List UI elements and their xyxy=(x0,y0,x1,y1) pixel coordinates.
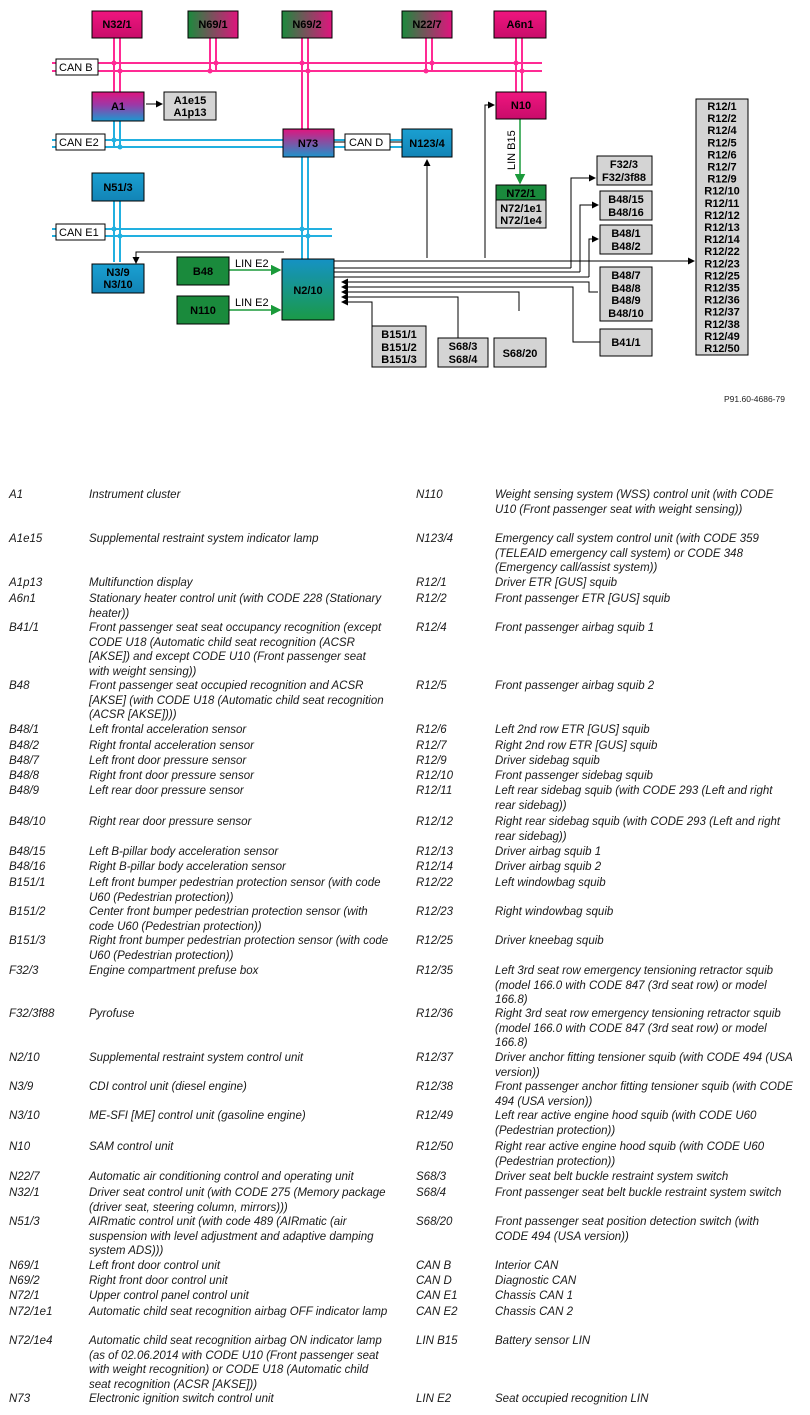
box-n51-3: N51/3 xyxy=(103,182,133,194)
legend-description: Pyrofuse xyxy=(89,1008,135,1020)
legend-code: A1e15 xyxy=(9,533,43,545)
legend-code: S68/3 xyxy=(416,1171,447,1183)
r12-list xyxy=(704,101,740,355)
legend-description: Interior CAN xyxy=(495,1260,559,1272)
legend-description: Front passenger ETR [GUS] squib xyxy=(495,593,671,605)
lin-b15-label: LIN B15 xyxy=(506,130,518,170)
box-b48-9: B48/9 xyxy=(611,295,641,307)
r12-item: R12/13 xyxy=(704,222,740,234)
box-a1: A1 xyxy=(110,101,126,113)
legend-description: ME-SFI [ME] control unit (gasoline engine) xyxy=(89,1110,306,1122)
legend-code: B48/2 xyxy=(9,740,40,752)
legend-description: Right front door control unit xyxy=(89,1275,228,1287)
legend-code: B48 xyxy=(9,680,30,692)
legend-code: CAN B xyxy=(416,1260,452,1272)
box-b48-15: B48/15 xyxy=(608,194,644,206)
legend-code: A6n1 xyxy=(9,593,36,605)
legend-description: Supplemental restraint system indicator lamp xyxy=(89,533,319,545)
legend-code: B48/9 xyxy=(9,785,40,797)
legend-code: LIN E2 xyxy=(416,1393,452,1405)
legend-code: R12/1 xyxy=(416,577,447,589)
r12-item: R12/23 xyxy=(704,258,740,271)
legend-code: R12/38 xyxy=(416,1081,454,1093)
can-b-label: CAN B xyxy=(59,62,93,74)
lin-e2-label-1: LIN E2 xyxy=(235,258,269,270)
lin-e2-label-2: LIN E2 xyxy=(235,297,269,309)
legend-description: Front passenger sidebag squib xyxy=(495,770,653,782)
legend-description: Front passenger airbag squib 1 xyxy=(495,622,655,634)
box-b48-8: B48/8 xyxy=(611,283,641,295)
legend-description: Multifunction display xyxy=(89,577,193,589)
r12-item: R12/10 xyxy=(704,185,740,198)
legend-code: N2/10 xyxy=(9,1052,40,1064)
legend-description: Chassis CAN 2 xyxy=(495,1306,573,1318)
box-b48-1: B48/1 xyxy=(611,228,641,240)
box-n2-10: N2/10 xyxy=(293,285,323,297)
box-s68-20: S68/20 xyxy=(502,348,538,360)
legend-description: Left front bumper pedestrian protection sensor (with code U60 (Pedestrian protection)) xyxy=(89,877,381,904)
box-b41-1: B41/1 xyxy=(611,337,641,349)
can-e2-label: CAN E2 xyxy=(59,137,99,149)
legend-code: N123/4 xyxy=(416,533,454,545)
legend-description: Front passenger seat occupied recognition and ACSR [AKSE] (with CODE U18 (Automatic child seat recognition (ACSR [AKSE]))) xyxy=(89,680,384,721)
legend-code: R12/2 xyxy=(416,593,447,605)
legend-description: Front passenger anchor fitting tensioner squib (with CODE 494 (USA version)) xyxy=(495,1081,793,1108)
box-n32-1: N32/1 xyxy=(102,19,132,31)
r12-item: R12/22 xyxy=(704,246,740,259)
legend-description: Emergency call system control unit (with CODE 359 (TELEAID emergency call system) or CODE 348 (Emergency call/assist system)) xyxy=(495,533,759,574)
legend-description: Driver sidebag squib xyxy=(495,755,600,767)
legend-code: N22/7 xyxy=(9,1171,40,1183)
box-n123-4: N123/4 xyxy=(409,138,445,150)
r12-item: R12/4 xyxy=(707,125,737,138)
legend-code: R12/12 xyxy=(416,816,454,828)
r12-item: R12/14 xyxy=(704,234,740,247)
legend-description: Left B-pillar body acceleration sensor xyxy=(89,846,279,858)
legend-code: R12/14 xyxy=(416,861,454,873)
legend-description: Weight sensing system (WSS) control unit (with CODE U10 (Front passenger seat with weight sensing)) xyxy=(495,489,774,516)
r12-item: R12/50 xyxy=(704,343,740,355)
legend-code: LIN B15 xyxy=(416,1335,458,1347)
legend-code: N72/1e1 xyxy=(9,1306,53,1318)
legend-description: Left 2nd row ETR [GUS] squib xyxy=(495,724,650,736)
legend-code: CAN E1 xyxy=(416,1290,458,1302)
box-b48-16: B48/16 xyxy=(608,207,644,219)
legend-description: Right frontal acceleration sensor xyxy=(89,740,254,752)
legend-description: Battery sensor LIN xyxy=(495,1335,591,1347)
box-f32-3f88: F32/3f88 xyxy=(601,172,647,184)
legend-description: Right rear sidebag squib (with CODE 293 (Left and right rear sidebag)) xyxy=(495,816,781,843)
legend-code: N110 xyxy=(416,489,443,501)
legend-description: Left 3rd seat row emergency tensioning retractor squib (model 166.0 with CODE 847 (3rd seat row) or model 166.8) xyxy=(495,965,774,1006)
box-f32-3: F32/3 xyxy=(609,159,639,171)
legend-code: R12/9 xyxy=(416,755,447,767)
legend-description: Right B-pillar body acceleration sensor xyxy=(89,861,286,873)
legend-description: Driver anchor fitting tensioner squib (with CODE 494 (USA version)) xyxy=(495,1052,793,1079)
box-s68-4: S68/4 xyxy=(448,354,478,366)
legend-code: N3/10 xyxy=(9,1110,40,1122)
box-a1e15: A1e15 xyxy=(173,95,207,107)
legend-description: Left rear sidebag squib (with CODE 293 (Left and right rear sidebag)) xyxy=(495,785,773,812)
legend-description: Stationary heater control unit (with CODE 228 (Stationary heater)) xyxy=(89,593,382,620)
legend-code: R12/6 xyxy=(416,724,447,736)
legend-code: B41/1 xyxy=(9,622,40,634)
r12-item: R12/38 xyxy=(704,318,740,331)
legend-code: R12/5 xyxy=(416,680,447,692)
box-b48-2: B48/2 xyxy=(611,241,641,253)
legend-code: N72/1e4 xyxy=(9,1335,53,1347)
r12-item: R12/5 xyxy=(707,137,737,150)
legend-description: SAM control unit xyxy=(89,1141,174,1153)
legend-description: Right 3rd seat row emergency tensioning retractor squib (model 166.0 with CODE 847 (3rd seat row) or model 166.8) xyxy=(495,1008,781,1049)
legend-code: R12/25 xyxy=(416,935,454,947)
legend-description: Right rear active engine hood squib (with CODE U60 (Pedestrian protection)) xyxy=(495,1141,765,1168)
legend-code: N73 xyxy=(9,1393,31,1405)
r12-item: R12/35 xyxy=(704,282,740,295)
r12-item: R12/2 xyxy=(707,113,737,126)
legend-code: R12/4 xyxy=(416,622,447,634)
legend-description: Chassis CAN 1 xyxy=(495,1290,573,1302)
box-n73: N73 xyxy=(297,138,319,150)
box-a6n1: A6n1 xyxy=(506,19,534,31)
legend-code: R12/36 xyxy=(416,1008,454,1020)
legend-code: R12/37 xyxy=(416,1052,454,1064)
legend-description: Automatic child seat recognition airbag ON indicator lamp (as of 02.06.2014 with CODE U10 (Front passenger seat with weight recognition) or CODE U18 (Automatic child seat recognition (ACSR [AKSE])) xyxy=(89,1335,382,1391)
legend-description: Front passenger airbag squib 2 xyxy=(495,680,655,692)
legend-code: B48/15 xyxy=(9,846,46,858)
can-d-label: CAN D xyxy=(349,137,384,149)
r12-item: R12/11 xyxy=(704,197,740,210)
legend-code: R12/10 xyxy=(416,770,454,782)
r12-item: R12/12 xyxy=(704,209,740,222)
r12-item: R12/49 xyxy=(704,330,740,343)
legend-description: Front passenger seat position detection switch (with CODE 494 (USA version)) xyxy=(495,1216,759,1243)
figure-reference: P91.60-4686-79 xyxy=(724,394,785,404)
legend-description: Left rear active engine hood squib (with CODE U60 (Pedestrian protection)) xyxy=(495,1110,757,1137)
legend-code: R12/7 xyxy=(416,740,447,752)
legend-description: AIRmatic control unit (with code 489 (AIRmatic (air suspension with level adjustment and adaptive damping system ADS))) xyxy=(89,1216,374,1257)
legend-description: Left front door pressure sensor xyxy=(89,755,247,767)
r12-item: R12/1 xyxy=(707,101,737,113)
box-n72-1e4: N72/1e4 xyxy=(500,215,542,227)
legend-description: Electronic ignition switch control unit xyxy=(89,1393,274,1405)
legend-description: Driver airbag squib 2 xyxy=(495,861,602,873)
legend-description: Driver seat control unit (with CODE 275 (Memory package (driver seat, steering column, mirrors))) xyxy=(89,1187,386,1214)
legend-code: F32/3f88 xyxy=(9,1008,55,1020)
legend-description: CDI control unit (diesel engine) xyxy=(89,1081,247,1093)
box-n69-1: N69/1 xyxy=(198,19,228,31)
legend-code: F32/3 xyxy=(9,965,39,977)
legend-code: B151/3 xyxy=(9,935,46,947)
legend-description: Left frontal acceleration sensor xyxy=(89,724,247,736)
legend-code: N32/1 xyxy=(9,1187,40,1199)
legend-code: A1p13 xyxy=(9,577,43,589)
legend-code: CAN D xyxy=(416,1275,452,1287)
legend-code: N51/3 xyxy=(9,1216,40,1228)
can-e1-label: CAN E1 xyxy=(59,227,99,239)
legend-description: Driver ETR [GUS] squib xyxy=(495,577,618,589)
legend-description: Right rear door pressure sensor xyxy=(89,816,252,828)
box-n3-9: N3/9 xyxy=(106,267,130,279)
r12-item: R12/25 xyxy=(704,270,740,283)
box-n110: N110 xyxy=(190,305,216,317)
legend-description: Driver kneebag squib xyxy=(495,935,604,947)
box-n3-10: N3/10 xyxy=(103,279,133,291)
box-b48: B48 xyxy=(192,266,214,278)
legend-description: Right windowbag squib xyxy=(495,906,614,918)
legend-code: N69/2 xyxy=(9,1275,40,1287)
legend-code: B48/8 xyxy=(9,770,40,782)
legend-description: Instrument cluster xyxy=(89,489,181,501)
legend-code: B151/1 xyxy=(9,877,46,889)
legend-code: B48/16 xyxy=(9,861,46,873)
box-n22-7: N22/7 xyxy=(412,19,442,31)
legend-description: Seat occupied recognition LIN xyxy=(495,1393,649,1405)
legend-description: Front passenger seat seat occupancy recognition (except CODE U18 (Automatic child seat recognition (ACSR [AKSE]) and except CODE U10 (Front passenger seat with weight sensing)) xyxy=(89,622,382,678)
legend-code: R12/49 xyxy=(416,1110,454,1122)
legend-description: Driver seat belt buckle restraint system switch xyxy=(495,1171,729,1183)
legend-code: N10 xyxy=(9,1141,31,1153)
legend-description: Driver airbag squib 1 xyxy=(495,846,602,858)
legend-description: Right 2nd row ETR [GUS] squib xyxy=(495,740,658,752)
box-b151-1: B151/1 xyxy=(381,329,417,341)
legend-code: N3/9 xyxy=(9,1081,34,1093)
legend-description: Diagnostic CAN xyxy=(495,1275,577,1287)
legend-code: CAN E2 xyxy=(416,1306,458,1318)
legend-description: Supplemental restraint system control unit xyxy=(89,1052,304,1064)
r12-item: R12/9 xyxy=(707,173,737,186)
legend-code: R12/11 xyxy=(416,785,453,797)
box-n69-2: N69/2 xyxy=(292,19,322,31)
legend-code: R12/23 xyxy=(416,906,454,918)
box-n72-1e1: N72/1e1 xyxy=(500,203,542,215)
legend-description: Left rear door pressure sensor xyxy=(89,785,244,797)
legend-description: Front passenger seat belt buckle restraint system switch xyxy=(495,1187,782,1199)
legend-code: N72/1 xyxy=(9,1290,40,1302)
legend-description: Left front door control unit xyxy=(89,1260,221,1272)
box-n72-1: N72/1 xyxy=(506,188,536,200)
r12-item: R12/7 xyxy=(707,161,737,174)
legend-code: R12/13 xyxy=(416,846,454,858)
box-n10: N10 xyxy=(510,100,532,112)
network-diagram xyxy=(0,0,810,420)
legend-description: Automatic child seat recognition airbag OFF indicator lamp xyxy=(89,1306,388,1318)
legend-description: Automatic air conditioning control and operating unit xyxy=(89,1171,354,1183)
legend-code: B48/7 xyxy=(9,755,40,767)
box-a1p13: A1p13 xyxy=(173,107,207,119)
legend-code: B48/1 xyxy=(9,724,40,736)
legend-description: Right front bumper pedestrian protection sensor (with code U60 (Pedestrian protection)) xyxy=(89,935,389,962)
r12-item: R12/6 xyxy=(707,149,737,162)
r12-item: R12/37 xyxy=(704,306,740,319)
r12-item: R12/36 xyxy=(704,294,740,307)
legend-code: A1 xyxy=(9,489,24,501)
legend-description: Left windowbag squib xyxy=(495,877,606,889)
legend-code: S68/20 xyxy=(416,1216,453,1228)
legend-code: B151/2 xyxy=(9,906,46,918)
box-b151-3: B151/3 xyxy=(381,354,417,366)
legend-code: N69/1 xyxy=(9,1260,40,1272)
box-b48-10: B48/10 xyxy=(608,308,644,320)
legend-description: Upper control panel control unit xyxy=(89,1290,249,1302)
legend-code: B48/10 xyxy=(9,816,46,828)
legend-description: Engine compartment prefuse box xyxy=(89,965,259,977)
box-s68-3: S68/3 xyxy=(448,341,478,353)
legend-code: R12/22 xyxy=(416,877,454,889)
legend-code: S68/4 xyxy=(416,1187,447,1199)
box-b151-2: B151/2 xyxy=(381,342,417,354)
legend-description: Center front bumper pedestrian protection sensor (with code U60 (Pedestrian protection)) xyxy=(89,906,368,933)
legend-code: R12/35 xyxy=(416,965,454,977)
legend-description: Right front door pressure sensor xyxy=(89,770,254,782)
legend-code: R12/50 xyxy=(416,1141,454,1153)
box-b48-7: B48/7 xyxy=(611,270,641,282)
